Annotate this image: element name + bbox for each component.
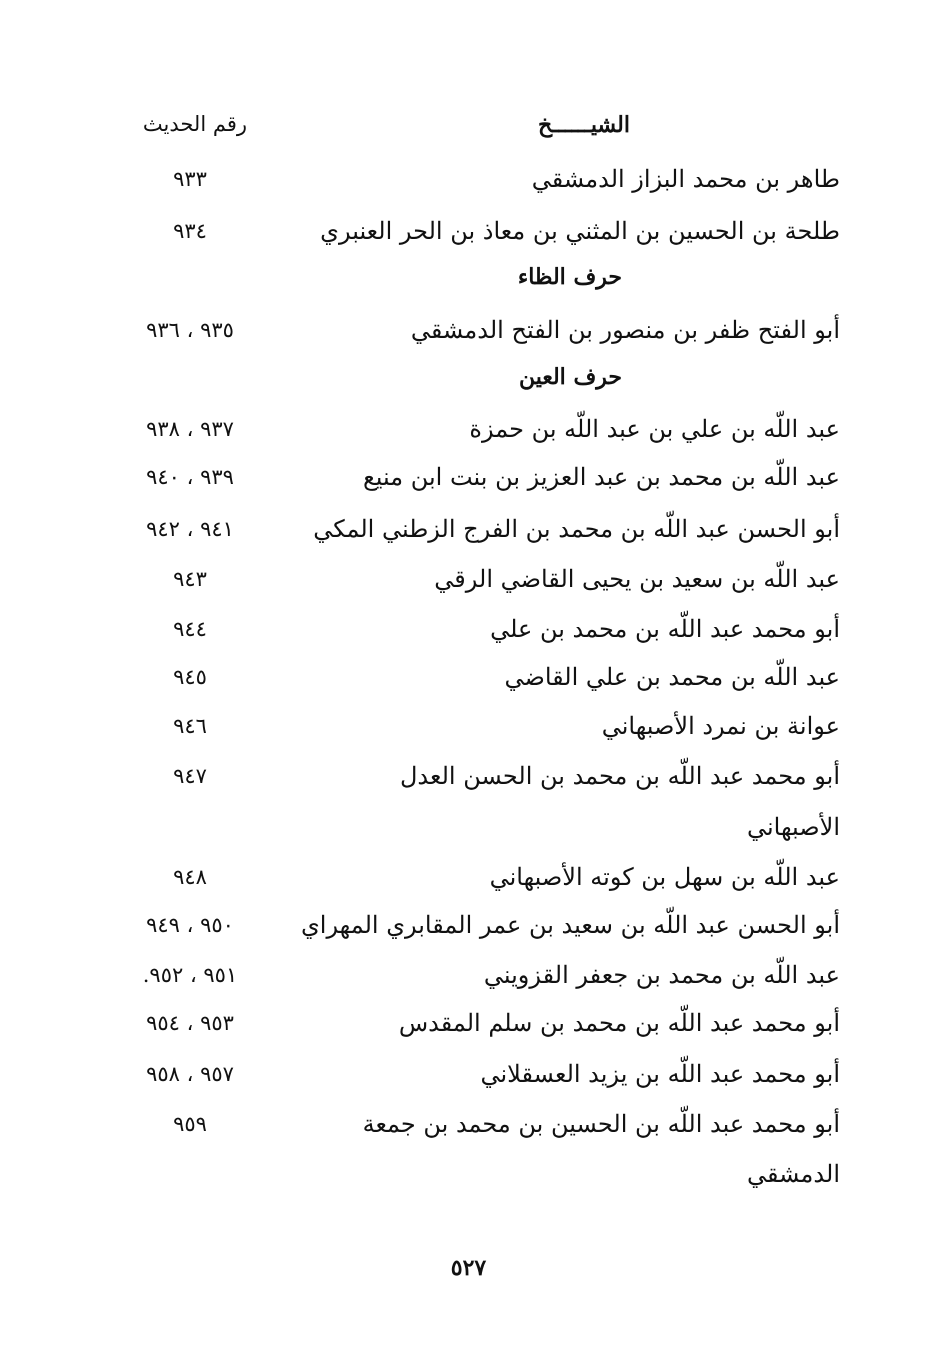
hadith-number: ٩٤٨: [173, 865, 207, 889]
sheikh-column-header: الشيــــــخ: [538, 112, 630, 138]
section-heading: [110, 264, 840, 300]
hadith-number: ٩٥٠ ، ٩٤٩: [146, 913, 234, 937]
sheikh-name: أبو الحسن عبد اللّه بن سعيد بن عمر المقابري المهراي: [300, 911, 840, 939]
hadith-number: ٩٤٤: [173, 617, 207, 641]
hadith-number: ٩٤١ ، ٩٤٢: [146, 517, 234, 541]
entry-row: [110, 658, 840, 696]
entry-row: [110, 410, 840, 448]
sheikh-name: طاهر بن محمد البزاز الدمشقي: [531, 165, 840, 193]
entry-row: [110, 560, 840, 598]
entry-row: [110, 458, 840, 496]
sheikh-name: عبد اللّه بن محمد بن عبد العزيز بن بنت ابن منيع: [362, 463, 840, 491]
sheikh-name: أبو الحسن عبد اللّه بن محمد بن الفرج الزطني المكي: [313, 515, 840, 543]
entry-row: [110, 1004, 840, 1042]
entry-row: [110, 707, 840, 745]
entry-row: [110, 160, 840, 198]
hadith-number: ٩٣٥ ، ٩٣٦: [146, 318, 234, 342]
sheikh-name: أبو محمد عبد اللّه بن الحسين بن محمد بن جمعة: [362, 1110, 840, 1138]
sheikh-name: عبد اللّه بن سعيد بن يحيى القاضي الرقي: [434, 565, 840, 593]
hadith-number: ٩٣٤: [173, 219, 207, 243]
hadith-number: ٩٤٦: [173, 714, 207, 738]
hadith-number: ٩٥١ ، ٩٥٢.: [142, 963, 238, 987]
hadith-number: ٩٣٩ ، ٩٤٠: [146, 465, 234, 489]
entry-row: [110, 956, 840, 994]
entry-row: [110, 757, 840, 795]
page-number: ٥٢٧: [450, 1255, 487, 1281]
entry-row: [110, 510, 840, 548]
sheikh-name: أبو محمد عبد اللّه بن محمد بن الحسن العدل: [399, 762, 840, 790]
sheikh-name: عبد اللّه بن محمد بن علي القاضي: [504, 663, 840, 691]
name-continuation: الأصبهاني: [746, 813, 840, 841]
hadith-number: ٩٣٧ ، ٩٣٨: [146, 417, 234, 441]
sheikh-name: أبو محمد عبد اللّه بن محمد بن علي: [490, 615, 840, 643]
hadith-number: ٩٥٧ ، ٩٥٨: [146, 1062, 234, 1086]
hadith-number: ٩٥٩: [173, 1112, 207, 1136]
entry-row: [110, 1105, 840, 1143]
entry-row: [110, 858, 840, 896]
sheikh-name: أبو محمد عبد اللّه بن يزيد العسقلاني: [480, 1060, 840, 1088]
name-continuation: الدمشقي: [747, 1160, 840, 1188]
sheikh-name: عبد اللّه بن سهل بن كوته الأصبهاني: [489, 863, 840, 891]
hadith-number: ٩٣٣: [173, 167, 207, 191]
hadith-number-column-header: رقم الحديث: [142, 112, 247, 136]
section-heading: [110, 364, 840, 400]
section-title: حرف الظاء: [517, 264, 622, 290]
sheikh-name: أبو الفتح ظفر بن منصور بن الفتح الدمشقي: [410, 316, 840, 344]
hadith-number: ٩٥٣ ، ٩٥٤: [146, 1011, 234, 1035]
entry-row: [110, 1055, 840, 1093]
hadith-number: ٩٤٥: [173, 665, 207, 689]
hadith-number: ٩٤٧: [173, 764, 207, 788]
table-header: [110, 112, 840, 146]
sheikh-name: عوانة بن نمرد الأصبهاني: [601, 712, 840, 740]
entry-row: [110, 610, 840, 648]
sheikh-name: عبد اللّه بن علي بن عبد اللّه بن حمزة: [469, 415, 840, 443]
sheikh-name: طلحة بن الحسين بن المثني بن معاذ بن الحر العنبري: [320, 217, 840, 245]
hadith-number: ٩٤٣: [173, 567, 207, 591]
section-title: حرف العين: [518, 364, 622, 390]
sheikh-name: عبد اللّه بن محمد بن جعفر القزويني: [483, 961, 840, 989]
entry-row: [110, 311, 840, 349]
entry-row: [110, 212, 840, 250]
entry-row: [110, 906, 840, 944]
sheikh-name: أبو محمد عبد اللّه بن محمد بن سلم المقدس: [398, 1009, 840, 1037]
